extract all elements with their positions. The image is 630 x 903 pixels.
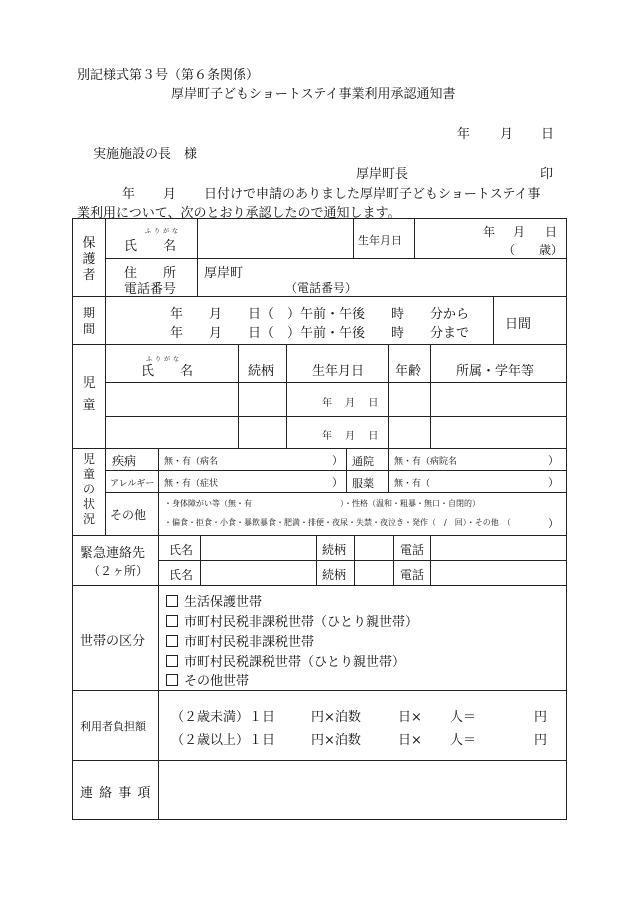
rule	[197, 218, 198, 296]
date-year: 年	[457, 127, 471, 142]
rule	[158, 690, 159, 760]
household-option[interactable]: 市町村民税課税世帯（ひとり親世帯）	[166, 651, 405, 670]
period-section-label: 期間	[82, 306, 95, 336]
date-day: 日	[541, 127, 555, 142]
rule	[105, 344, 106, 448]
rule	[105, 258, 567, 259]
checkbox[interactable]	[166, 674, 178, 686]
address-value: 厚岸町	[204, 266, 244, 281]
fee-row2-age: （２歳以上）１日	[171, 733, 276, 748]
phone-paren: （電話番号）	[285, 281, 358, 295]
rule	[286, 344, 287, 448]
checkbox[interactable]	[166, 615, 178, 627]
period-start: 年 月 日（ ）午前・午後 時 分から	[170, 307, 470, 322]
rule	[430, 535, 431, 585]
other-line1b: ）・性格（温和・粗暴・無口・自閉的）	[340, 499, 480, 508]
child-row1-date: 年 月 日	[322, 398, 379, 409]
contact1-phone-label: 電話	[400, 543, 425, 557]
guardian-age: （ 歳）	[503, 243, 564, 257]
guardian-section-label: 保護者	[82, 236, 96, 283]
illness-label: 疾病	[112, 454, 137, 468]
illness-close: ）	[332, 454, 343, 467]
rule	[158, 560, 567, 561]
body-month: 月	[163, 187, 177, 202]
fee-row2-yen: 円	[534, 733, 548, 748]
notes-field[interactable]	[160, 762, 565, 818]
guardian-name-label: 氏 名	[124, 239, 177, 254]
contact2-relation-label: 続柄	[322, 568, 347, 582]
illness-value: 無・有（病名	[164, 457, 219, 467]
form-number: 別記様式第３号（第６条関係）	[77, 68, 260, 83]
rule	[414, 218, 415, 258]
household-label: 世帯の区分	[80, 634, 146, 649]
hospital-label: 通院	[352, 455, 374, 468]
guardian-birth-year: 年	[483, 225, 496, 239]
other-close: ）	[548, 517, 559, 530]
rule	[388, 344, 389, 448]
fee-row1-yen-nights: 円×泊数	[311, 710, 361, 725]
issuer: 厚岸町長	[356, 167, 409, 182]
child-name-label: 氏 名	[141, 364, 194, 379]
fee-row1-people: 人＝	[450, 710, 477, 725]
rule	[72, 585, 567, 586]
period-days-label: 日間	[505, 317, 532, 332]
guardian-birth-month: 月	[513, 225, 526, 239]
rule	[72, 760, 567, 761]
seal-mark: 印	[540, 167, 554, 182]
rule	[72, 344, 567, 345]
rule	[430, 344, 431, 448]
rule	[393, 535, 394, 585]
hospital-close: ）	[548, 454, 559, 467]
rule	[493, 296, 494, 344]
rule	[354, 535, 355, 585]
allergy-value: 無・有（症状	[164, 479, 219, 489]
checkbox[interactable]	[166, 635, 178, 647]
rule	[72, 535, 567, 536]
rule	[158, 760, 159, 820]
rule	[158, 585, 159, 690]
checkbox[interactable]	[166, 595, 178, 607]
child-relation-label: 続柄	[248, 364, 275, 379]
child-birth-label: 生年月日	[312, 364, 365, 379]
other-line2: ・偏食・拒食・小食・暴飲暴食・肥満・排便・夜尿・失禁・夜泣き・発作（ / 回）・その他 （	[164, 518, 511, 527]
rule	[346, 448, 347, 492]
rule	[388, 448, 389, 492]
rule	[105, 382, 567, 383]
rule	[200, 535, 201, 585]
rule	[105, 470, 567, 471]
guardian-birth-label: 生年月日	[358, 234, 402, 247]
guardian-birth-day: 日	[545, 225, 558, 239]
other-line1a: ・身体障がい等（無・有	[164, 499, 252, 508]
fee-row1-age: （２歳未満）１日	[171, 710, 276, 725]
child-name-ruby: ふりがな	[146, 356, 183, 363]
household-option[interactable]: 市町村民税非課税世帯	[166, 631, 314, 650]
rule	[72, 690, 567, 691]
allergy-close: ）	[332, 476, 343, 489]
document-title: 厚岸町子どもショートステイ事業利用承認通知書	[171, 87, 456, 102]
status-section-label: 児童の状況	[82, 452, 95, 526]
medicine-label: 服薬	[352, 477, 374, 490]
allergy-label: アレルギー	[110, 479, 155, 489]
rule	[105, 492, 567, 493]
rule	[238, 344, 239, 448]
date-month: 月	[500, 127, 514, 142]
period-end: 年 月 日（ ）午前・午後 時 分まで	[170, 326, 470, 341]
rule	[72, 448, 567, 449]
contact1-relation-label: 続柄	[322, 543, 347, 557]
body-year: 年	[122, 187, 136, 202]
recipient: 実施施設の長 様	[93, 147, 198, 162]
body-text-line1: 日付けで申請のありました厚岸町子どもショートステイ事	[204, 187, 541, 202]
medicine-value: 無・有（	[394, 479, 431, 489]
fee-row2-yen-nights: 円×泊数	[311, 733, 361, 748]
checkbox[interactable]	[166, 655, 178, 667]
rule	[353, 218, 354, 258]
rule	[316, 535, 317, 585]
fee-label: 利用者負担額	[80, 720, 146, 733]
child-row2-date: 年 月 日	[322, 431, 379, 442]
contact1-name-label: 氏名	[169, 543, 194, 557]
other-label: その他	[110, 508, 147, 522]
rule	[158, 448, 159, 535]
contact2-phone-label: 電話	[400, 568, 425, 582]
rule	[105, 296, 106, 344]
emergency-count: （２ヶ所）	[88, 564, 149, 578]
rule	[105, 416, 567, 417]
phone-label: 電話番号	[124, 282, 177, 297]
contact2-name-label: 氏名	[169, 568, 194, 582]
hospital-value: 無・有（病院名	[394, 457, 458, 467]
notes-label: 連 絡 事 項	[80, 786, 152, 801]
emergency-label: 緊急連絡先	[80, 546, 146, 561]
rule	[105, 218, 106, 296]
address-label: 住 所	[124, 266, 177, 281]
household-option[interactable]: 生活保護世帯	[166, 591, 262, 610]
fee-row2-people: 人＝	[450, 733, 477, 748]
child-school-label: 所属・学年等	[456, 364, 535, 379]
fee-row2-days: 日×	[398, 733, 422, 748]
body-text-line2: 業利用について、次のとおり承認したので通知します。	[77, 206, 401, 221]
household-option[interactable]: 市町村民税非課税世帯（ひとり親世帯）	[166, 611, 418, 630]
household-option[interactable]: その他世帯	[166, 670, 249, 689]
guardian-name-ruby: ふりがな	[145, 228, 182, 235]
medicine-close: ）	[548, 476, 559, 489]
child-age-label: 年齢	[395, 364, 422, 379]
fee-row1-yen: 円	[534, 710, 548, 725]
child-section-label: 児童	[82, 376, 96, 413]
fee-row1-days: 日×	[398, 710, 422, 725]
